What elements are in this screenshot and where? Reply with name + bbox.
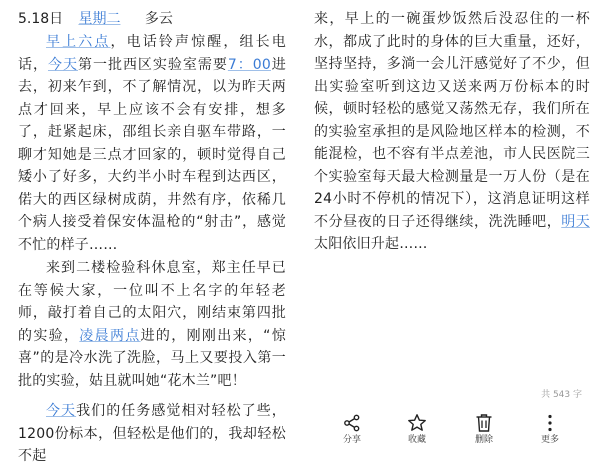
paragraph-continued bbox=[314, 8, 590, 256]
more-button[interactable] bbox=[520, 412, 580, 446]
note-header bbox=[18, 8, 173, 30]
note-page-left bbox=[0, 0, 300, 464]
time-link-seven[interactable]: 7：00 bbox=[227, 56, 271, 73]
share-button[interactable] bbox=[322, 412, 382, 446]
paragraph-text: 来到二楼检验科休息室，郑主任早已在等候大家，一位叫不上名字的年轻老师，敲打着自己的太阳穴，刚结束第四批的实验， bbox=[18, 260, 286, 344]
share-label: 分享 bbox=[342, 435, 361, 445]
paragraph-1 bbox=[18, 31, 286, 256]
weather-label: 多云 bbox=[144, 11, 173, 27]
paragraph-text: 太阳依旧升起…… bbox=[314, 236, 428, 252]
paragraph-text: 我们的任务感觉相对轻松了些，1200份标本，但轻松是他们的，我却轻松不起 bbox=[18, 403, 286, 464]
date-link-today[interactable]: 今天 bbox=[47, 56, 78, 73]
note-date: 5.18日 bbox=[18, 11, 64, 27]
bottom-toolbar bbox=[300, 412, 600, 450]
more-label: 更多 bbox=[540, 435, 559, 445]
favorite-label: 收藏 bbox=[407, 435, 426, 445]
paragraph-text: 进去，初来乍到，不了解情况，以为昨天两点才回来，早上应该不会有安排，想多了，赶紧起床，邵组长亲自驱车带路，一聊才知她是三点才回家的，顿时觉得自己矮小了好多，大约半小时车程到达西区，偌大的西区绿树成荫，井然有序，依稀几个病人接受着保安体温枪的“射击”，感觉不忙的样子…… bbox=[18, 56, 286, 253]
word-count: 共 543 字 bbox=[541, 390, 582, 400]
paragraph-2 bbox=[18, 257, 286, 392]
star-icon bbox=[387, 412, 447, 434]
time-link-two-am[interactable]: 凌晨两点 bbox=[79, 327, 141, 344]
paragraph-text: 进的，刚刚出来，“惊喜”的是冷水洗了洗脸，马上又要投入第一批的实验，姑且就叫她“花木兰”吧！ bbox=[18, 327, 286, 389]
time-link-morning[interactable]: 早上六点 bbox=[46, 34, 111, 50]
paragraph-text: 第一批西区实验室需要 bbox=[77, 56, 228, 73]
favorite-button[interactable] bbox=[387, 412, 447, 446]
share-icon bbox=[322, 412, 382, 434]
more-icon bbox=[520, 412, 580, 434]
note-page-right bbox=[300, 0, 600, 450]
delete-label: 删除 bbox=[474, 435, 493, 445]
paragraph-text: 来，早上的一碗蛋炒饭然后没忍住的一杯水，都成了此时的身体的巨大重量，还好，坚持坚持，多淌一会儿汗感觉好了不少，但出实验室听到这边又送来两万份标本的时候，顿时轻松的感觉又荡然无存，我们所在的实验室承担的是风险地区样本的检测，不能混检，也不容有半点差池，市人民医院三个实验室每天最大检测量是一万人份（是在24小时不停机的情况下），这消息证明这样不分昼夜的日子还得继续，洗洗睡吧， bbox=[314, 11, 590, 230]
paragraph-3 bbox=[18, 400, 286, 468]
delete-button[interactable] bbox=[454, 412, 514, 446]
date-link-tomorrow[interactable]: 明天 bbox=[561, 213, 590, 230]
weekday-link[interactable]: 星期二 bbox=[78, 11, 121, 27]
paragraph-text: ，电话铃声惊醒，组长电话， bbox=[18, 34, 286, 73]
trash-icon bbox=[454, 412, 514, 434]
date-link-today[interactable]: 今天 bbox=[46, 403, 77, 419]
